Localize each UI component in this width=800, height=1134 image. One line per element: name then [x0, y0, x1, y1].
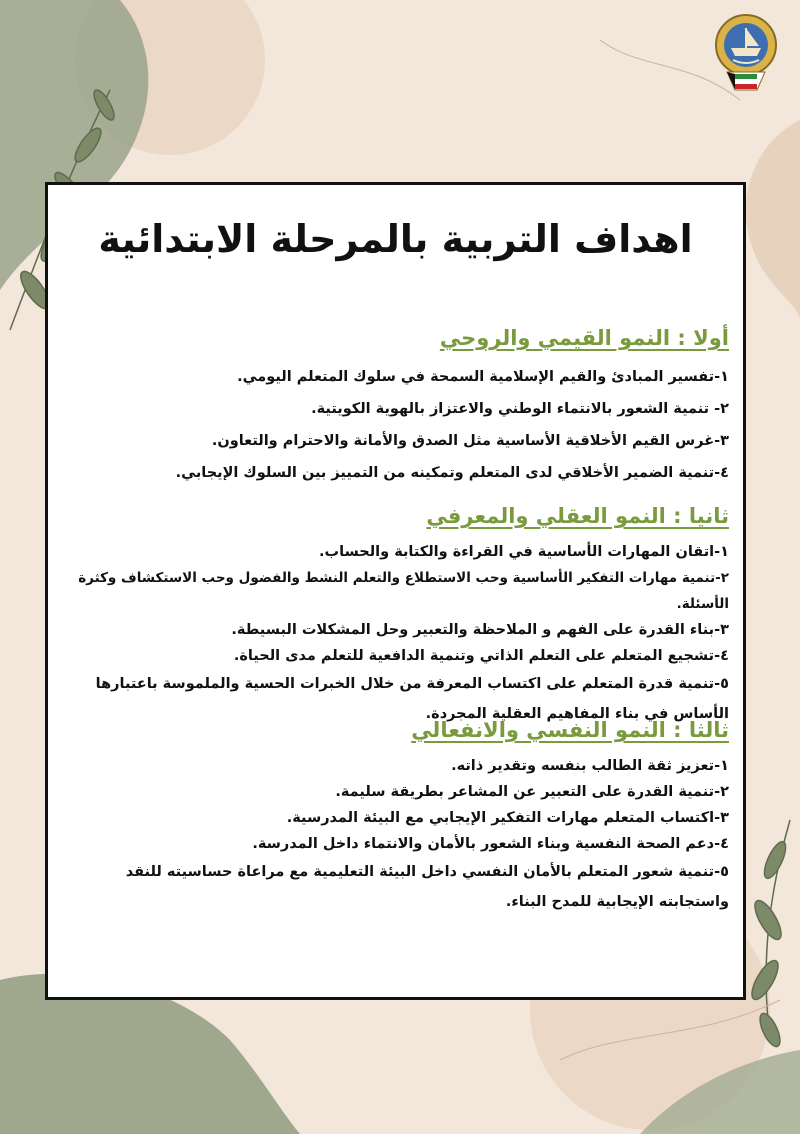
- list-item: ٤-تنمية الضمير الأخلاقي لدى المتعلم وتمكينه من التمييز بين السلوك الإيجابي.: [175, 465, 729, 481]
- list-item: ٥-تنمية شعور المتعلم بالأمان النفسي داخل البيئة التعليمية مع مراعاة حساسيته للنقد واستجابته الإيجابية للمدح البناء.: [125, 864, 729, 910]
- list-item: ٢- تنمية الشعور بالانتماء الوطني والاعتزاز بالهوية الكويتية.: [311, 401, 729, 417]
- section-heading: أولا : النمو القيمي والروحي: [439, 326, 729, 350]
- list-item: ١-اتقان المهارات الأساسية في القراءة والكتابة والحساب.: [318, 544, 729, 560]
- section-cognitive: [58, 499, 729, 729]
- page-title: اهداف التربية بالمرحلة الابتدائية: [98, 217, 693, 261]
- section-heading: ثانيا : النمو العقلي والمعرفي: [426, 504, 729, 528]
- list-item: ٥-تنمية قدرة المتعلم على اكتساب المعرفة من خلال الخبرات الحسية والملموسة باعتبارها الأساس في بناء المفاهيم العقلية المجردة.: [95, 676, 729, 722]
- list-item: ٣-اكتساب المتعلم مهارات التفكير الإيجابي مع البيئة المدرسية.: [286, 810, 729, 826]
- content-card: [45, 182, 746, 1000]
- emblem-icon: [713, 12, 779, 94]
- list-item: ٤-دعم الصحة النفسية وبناء الشعور بالأمان والانتماء داخل المدرسة.: [252, 836, 729, 852]
- section-emotional: [58, 713, 729, 917]
- list-item: ١-تعزيز ثقة الطالب بنفسه وتقدير ذاته.: [451, 758, 729, 774]
- section-moral-spiritual: [58, 321, 729, 489]
- section-heading: ثالثا : النمو النفسي والانفعالي: [411, 718, 729, 742]
- list-item: ٢-تنمية القدرة على التعبير عن المشاعر بطريقة سليمة.: [335, 784, 729, 800]
- list-item: ٢-تنمية مهارات التفكير الأساسية وحب الاستطلاع والتعلم النشط والفضول وحب الاستكشاف وكثرة الأسئلة.: [78, 570, 729, 612]
- list-item: ١-تفسير المبادئ والقيم الإسلامية السمحة في سلوك المتعلم اليومي.: [237, 369, 729, 385]
- goal-list: [58, 753, 729, 917]
- list-item: ٤-تشجيع المتعلم على التعلم الذاتي وتنمية الدافعية للتعلم مدى الحياة.: [233, 648, 729, 664]
- list-item: ٣-غرس القيم الأخلاقية الأساسية مثل الصدق والأمانة والاحترام والتعاون.: [211, 433, 729, 449]
- list-item: ٣-بناء القدرة على الفهم و الملاحظة والتعبير وحل المشكلات البسيطة.: [231, 622, 729, 638]
- goal-list: [58, 361, 729, 489]
- goal-list: [58, 539, 729, 729]
